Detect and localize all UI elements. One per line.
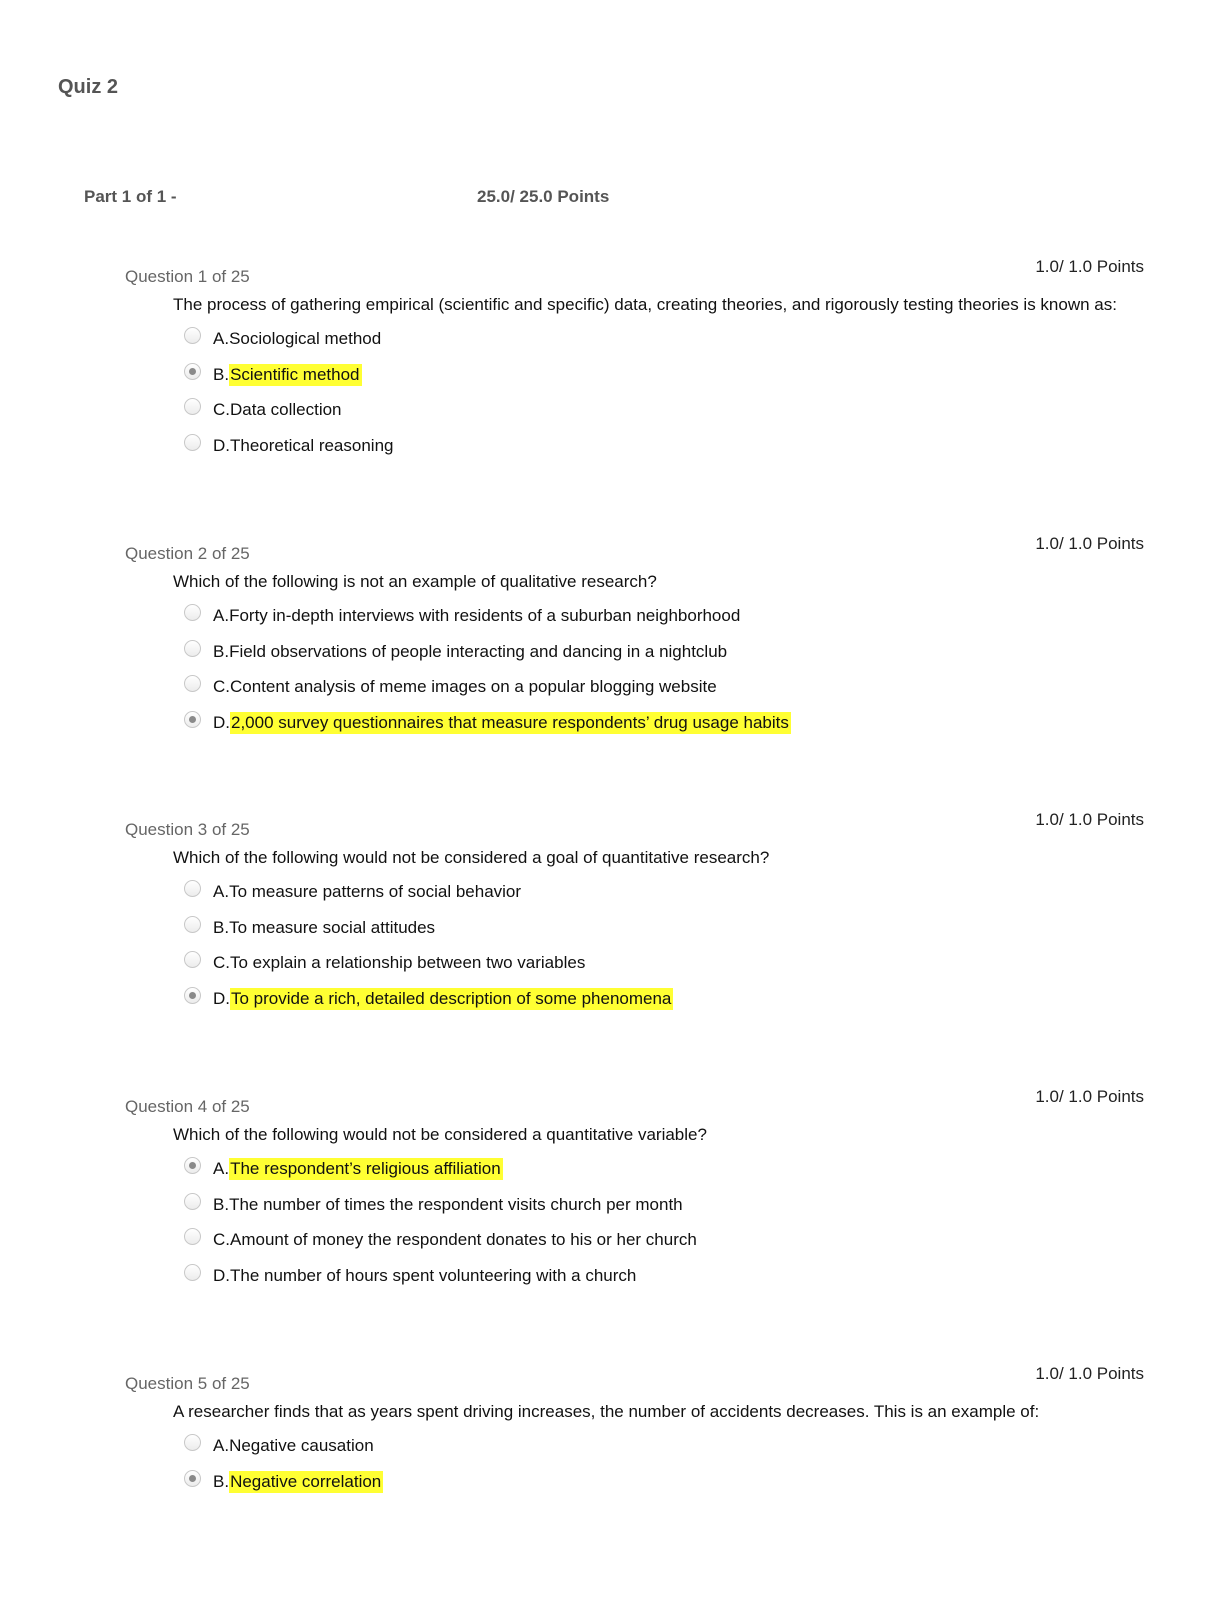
radio-icon[interactable] — [184, 640, 201, 657]
option-letter: A. — [213, 329, 230, 348]
question-number: Question 5 of 25 — [125, 1374, 250, 1393]
option-letter: B. — [213, 1471, 230, 1491]
option-text: Theoretical reasoning — [230, 436, 394, 456]
question-points: 1.0/ 1.0 Points — [1035, 1087, 1144, 1106]
option-letter: C. — [213, 1230, 230, 1250]
option-letter: B. — [213, 364, 230, 384]
question-points: 1.0/ 1.0 Points — [1035, 810, 1144, 829]
question-number: Question 1 of 25 — [125, 267, 250, 286]
part-label: Part 1 of 1 - — [84, 187, 177, 206]
radio-icon[interactable] — [184, 434, 201, 451]
radio-selected-icon[interactable] — [184, 711, 201, 728]
question-points: 1.0/ 1.0 Points — [1035, 257, 1144, 276]
radio-selected-icon[interactable] — [184, 1470, 201, 1487]
option-letter: C. — [213, 677, 230, 697]
option-text: Data collection — [230, 400, 342, 420]
option-text: Amount of money the respondent donates to his or her church — [230, 1230, 697, 1250]
question-block — [0, 1087, 1224, 1337]
radio-selected-icon[interactable] — [184, 987, 201, 1004]
option-letter: D. — [213, 989, 230, 1009]
question-text: Which of the following would not be considered a goal of quantitative research? — [173, 848, 770, 867]
question-number: Question 3 of 25 — [125, 820, 250, 839]
question-block — [0, 257, 1224, 507]
question-number: Question 2 of 25 — [125, 544, 250, 563]
option-letter: B. — [213, 1194, 230, 1214]
radio-icon[interactable] — [184, 604, 201, 621]
option-label — [213, 953, 585, 973]
option-label — [213, 1230, 697, 1250]
option-letter: D. — [213, 1266, 230, 1286]
radio-icon[interactable] — [184, 1193, 201, 1210]
radio-icon[interactable] — [184, 1228, 201, 1245]
option-label — [213, 713, 791, 733]
radio-icon[interactable] — [184, 951, 201, 968]
radio-icon[interactable] — [184, 398, 201, 415]
option-text: Sociological method — [229, 329, 382, 348]
radio-selected-icon[interactable] — [184, 363, 201, 380]
option-label — [213, 1195, 683, 1215]
option-text: The number of times the respondent visits church per month — [229, 1194, 683, 1214]
radio-icon[interactable] — [184, 880, 201, 897]
radio-icon[interactable] — [184, 675, 201, 692]
option-label — [213, 400, 342, 420]
option-text: Forty in-depth interviews with residents of a suburban neighborhood — [229, 606, 741, 625]
option-label — [213, 606, 740, 626]
option-letter: B. — [213, 917, 230, 937]
option-text-highlighted: The respondent’s religious affiliation — [230, 1159, 501, 1178]
question-number: Question 4 of 25 — [125, 1097, 250, 1116]
quiz-title: Quiz 2 — [58, 76, 119, 98]
option-label — [213, 882, 521, 902]
option-label — [213, 1472, 383, 1492]
option-label — [213, 1266, 636, 1286]
option-text: Negative causation — [229, 1436, 374, 1455]
question-points: 1.0/ 1.0 Points — [1035, 1364, 1144, 1383]
radio-icon[interactable] — [184, 916, 201, 933]
option-label — [213, 677, 717, 697]
option-letter: A. — [213, 606, 230, 625]
question-block — [0, 810, 1224, 1060]
question-text: Which of the following is not an example of qualitative research? — [173, 572, 657, 591]
option-label — [213, 989, 673, 1009]
option-text: To explain a relationship between two variables — [230, 953, 586, 973]
option-label — [213, 436, 393, 456]
option-text: Content analysis of meme images on a popular blogging website — [230, 677, 717, 697]
option-text-highlighted: 2,000 survey questionnaires that measure respondents’ drug usage habits — [231, 713, 789, 733]
question-points: 1.0/ 1.0 Points — [1035, 534, 1144, 553]
radio-selected-icon[interactable] — [184, 1157, 201, 1174]
option-letter: D. — [213, 436, 230, 456]
option-letter: A. — [213, 882, 230, 901]
radio-icon[interactable] — [184, 327, 201, 344]
option-text-highlighted: Negative correlation — [230, 1471, 382, 1491]
option-label — [213, 918, 435, 938]
question-text: Which of the following would not be considered a quantitative variable? — [173, 1125, 707, 1144]
option-letter: A. — [213, 1159, 230, 1178]
question-block — [0, 1364, 1224, 1614]
option-text: Field observations of people interacting and dancing in a nightclub — [229, 641, 728, 661]
radio-icon[interactable] — [184, 1434, 201, 1451]
part-points: 25.0/ 25.0 Points — [477, 187, 610, 206]
option-text: To measure social attitudes — [229, 917, 436, 937]
option-label — [213, 329, 381, 349]
option-text-highlighted: To provide a rich, detailed description of some phenomena — [231, 989, 672, 1009]
option-text-highlighted: Scientific method — [230, 364, 360, 384]
option-text: To measure patterns of social behavior — [229, 882, 522, 901]
option-letter: C. — [213, 953, 230, 973]
question-block — [0, 534, 1224, 784]
option-letter: B. — [213, 641, 230, 661]
option-label — [213, 1436, 374, 1456]
option-letter: C. — [213, 400, 230, 420]
question-text: The process of gathering empirical (scientific and specific) data, creating theories, and rigorously testing theories is known as: — [173, 295, 1117, 314]
radio-icon[interactable] — [184, 1264, 201, 1281]
option-label — [213, 642, 727, 662]
option-label — [213, 365, 362, 385]
option-text: The number of hours spent volunteering with a church — [230, 1266, 637, 1286]
option-label — [213, 1159, 503, 1179]
option-letter: A. — [213, 1436, 230, 1455]
option-letter: D. — [213, 713, 230, 733]
question-text: A researcher finds that as years spent driving increases, the number of accidents decreases. This is an example of: — [173, 1402, 1040, 1421]
